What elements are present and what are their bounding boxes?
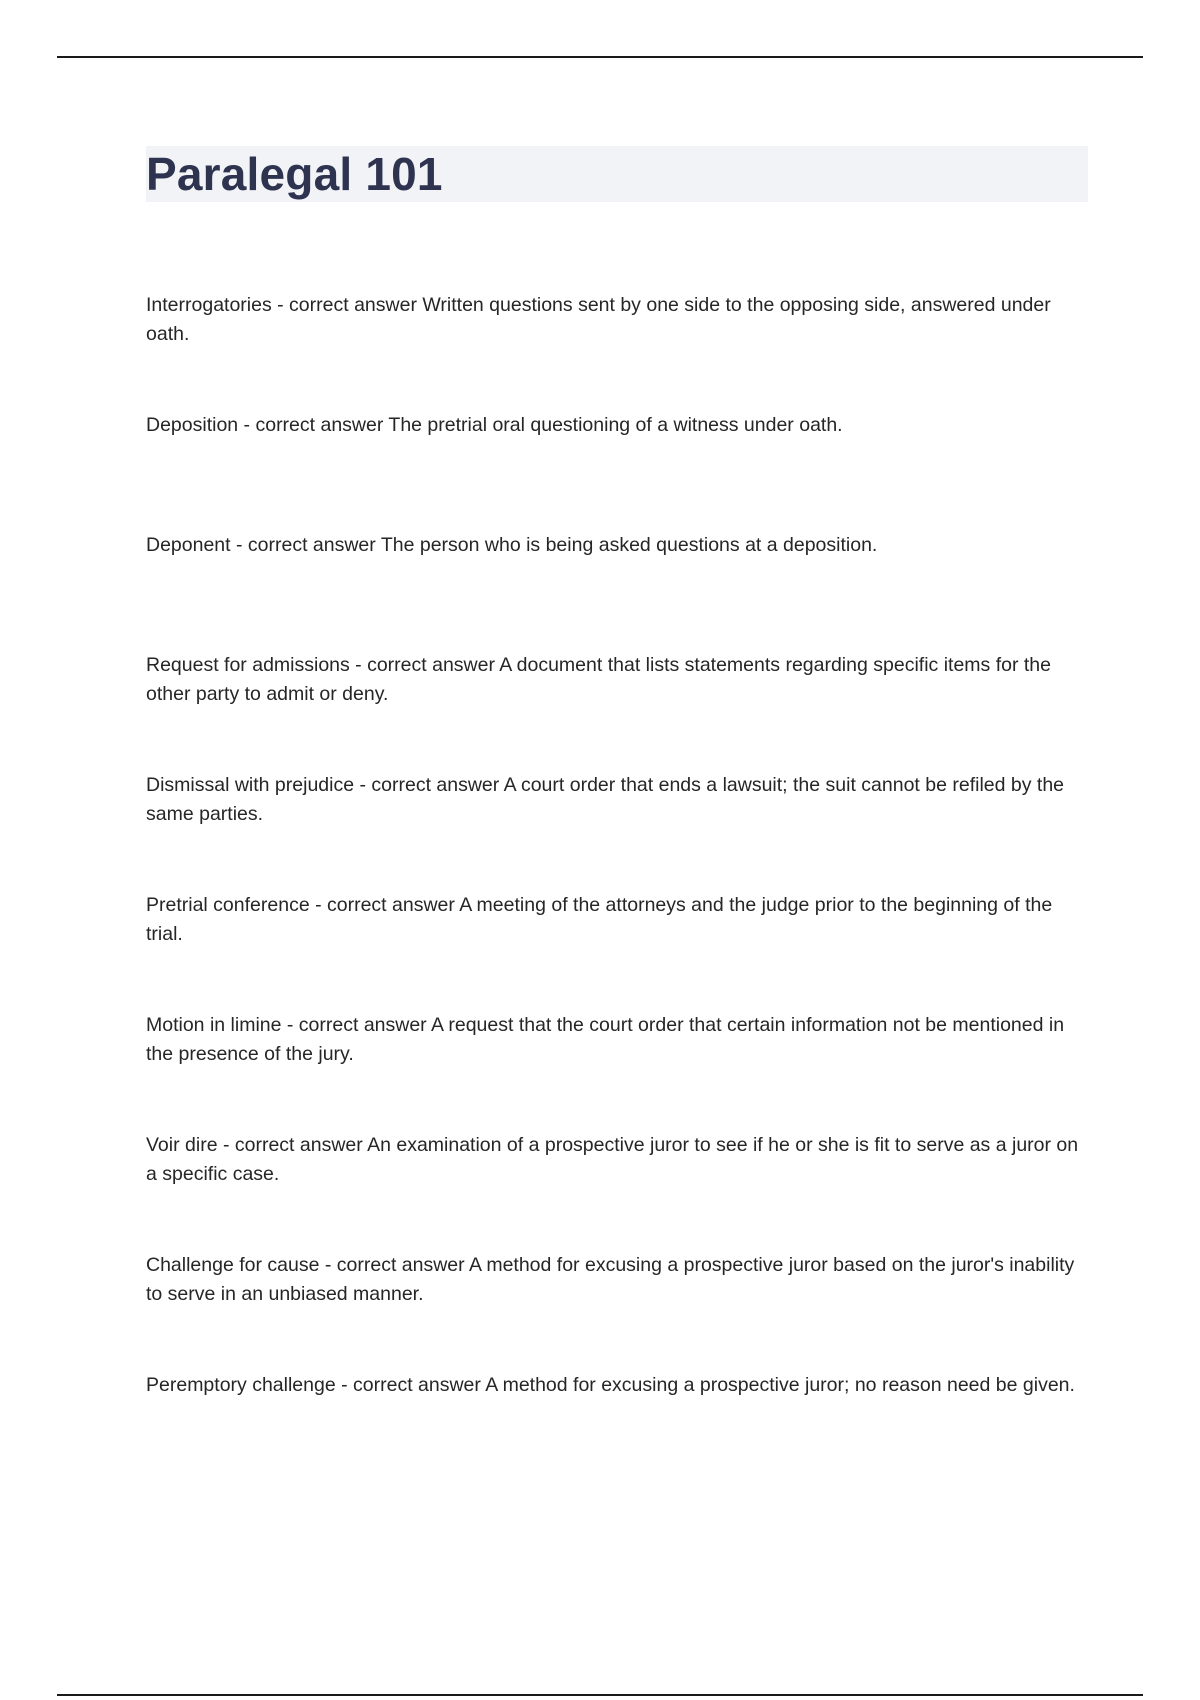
flashcard-entry-voir-dire: Voir dire - correct answer An examination of a prospective juror to see if he or she is fit to serve as a juror on a specific case. (146, 1134, 1079, 1185)
page-title: Paralegal 101 (146, 148, 443, 200)
flashcard-entry-dismissal-with-prejudice: Dismissal with prejudice - correct answer A court order that ends a lawsuit; the suit cannot be refiled by the same parties. (146, 774, 1065, 825)
flashcard-entry-request-for-admissions: Request for admissions - correct answer A document that lists statements regarding specific items for the other party to admit or deny. (146, 654, 1051, 705)
flashcard-entry-motion-in-limine: Motion in limine - correct answer A request that the court order that certain information not be mentioned in the presence of the jury. (146, 1014, 1065, 1065)
flashcard-entry-pretrial-conference: Pretrial conference - correct answer A meeting of the attorneys and the judge prior to the beginning of the trial. (146, 894, 1053, 945)
flashcard-entry-interrogatories: Interrogatories - correct answer Written questions sent by one side to the opposing side, answered under oath. (146, 294, 1051, 345)
flashcard-entry-deposition: Deposition - correct answer The pretrial oral questioning of a witness under oath. (146, 414, 843, 436)
bottom-divider (57, 1694, 1143, 1696)
flashcard-list (146, 291, 1086, 1491)
flashcard-entry-deponent: Deponent - correct answer The person who is being asked questions at a deposition. (146, 534, 878, 556)
top-divider (57, 56, 1143, 58)
flashcard-entry-peremptory-challenge: Peremptory challenge - correct answer A method for excusing a prospective juror; no reason need be given. (146, 1374, 1075, 1396)
flashcard-entry-challenge-for-cause: Challenge for cause - correct answer A method for excusing a prospective juror based on the juror's inability to serve in an unbiased manner. (146, 1254, 1075, 1305)
